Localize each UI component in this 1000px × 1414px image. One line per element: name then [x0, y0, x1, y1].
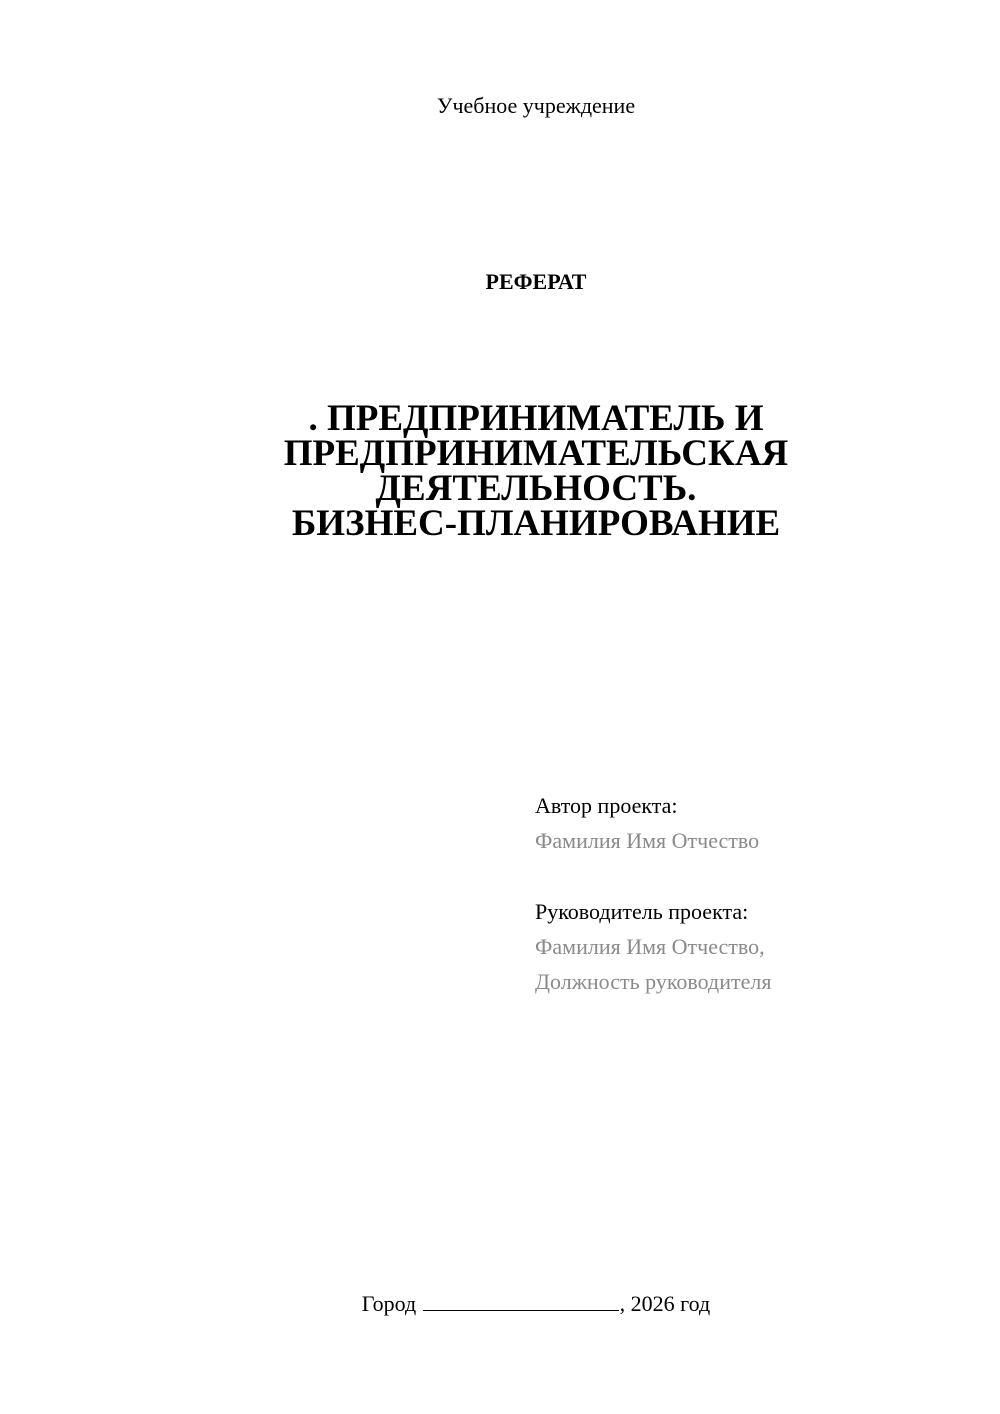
city-label: Город: [361, 1291, 417, 1316]
title-line: . ПРЕДПРИНИМАТЕЛЬ И: [308, 398, 764, 439]
author-name: Фамилия Имя Отчество: [535, 828, 760, 853]
title-line: ДЕЯТЕЛЬНОСТЬ.: [375, 468, 697, 509]
document-title: [236, 398, 836, 544]
supervisor-label: Руководитель проекта:: [535, 899, 749, 924]
document-type: РЕФЕРАТ: [485, 269, 587, 294]
institution-name: Учебное учреждение: [436, 93, 636, 118]
author-label: Автор проекта:: [535, 793, 678, 818]
title-line: ПРЕДПРИНИМАТЕЛЬСКАЯ: [283, 433, 789, 474]
footer-city-year: [0, 1290, 1000, 1318]
city-blank-line: [423, 1290, 619, 1311]
title-line: БИЗНЕС-ПЛАНИРОВАНИЕ: [291, 503, 781, 544]
year-text: , 2026 год: [619, 1291, 711, 1316]
supervisor-name: Фамилия Имя Отчество,: [535, 934, 765, 959]
credits-block: [535, 788, 771, 999]
credits-spacer: [535, 858, 771, 894]
supervisor-position: Должность руководителя: [535, 969, 772, 994]
